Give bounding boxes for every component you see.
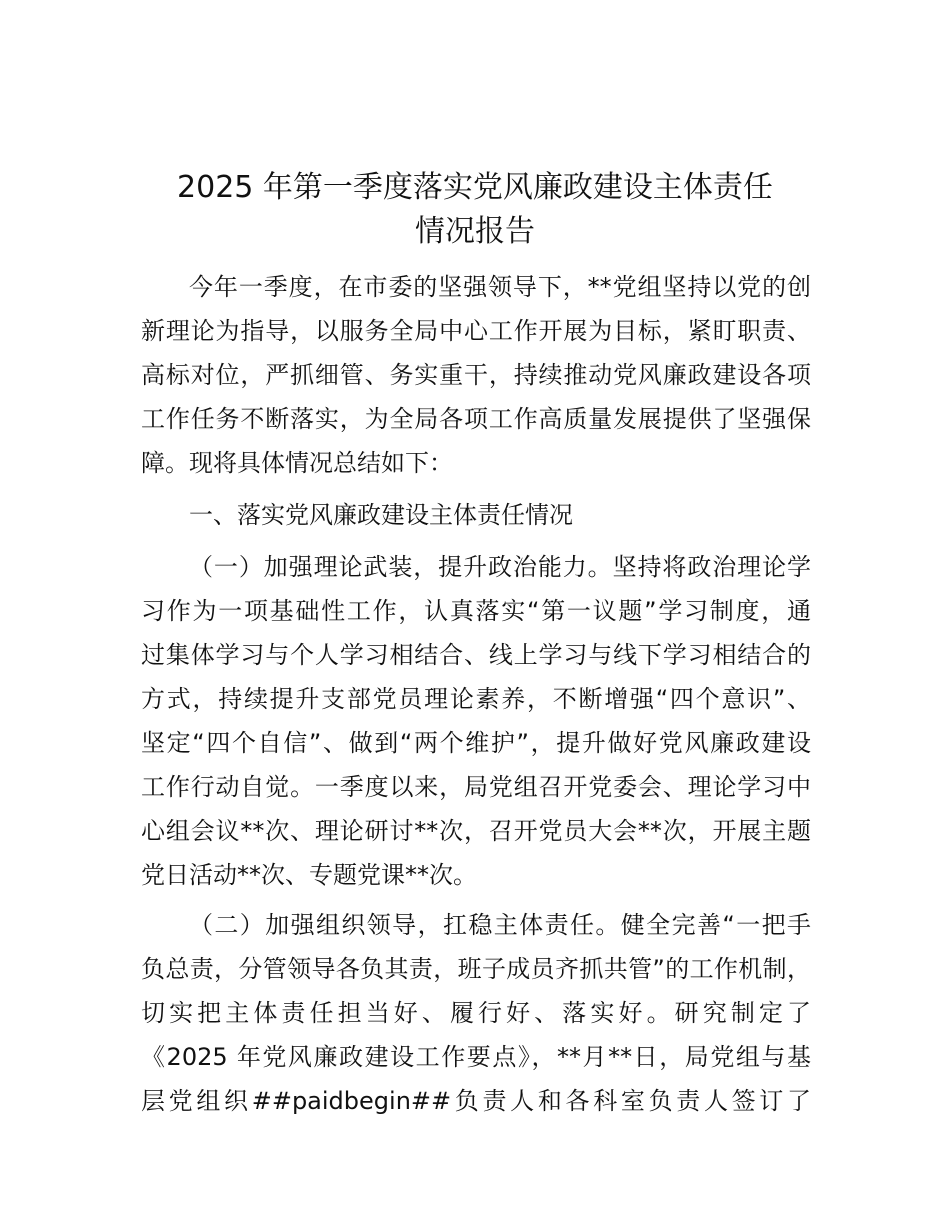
paragraph-2-line-7: 心组会议**次、理论研讨**次，召开党员大会**次，开展主题 bbox=[141, 817, 811, 845]
paragraph-3-line-2: 负总责，分管领导各负其责，班子成员齐抓共管”的工作机制， bbox=[141, 955, 811, 983]
paragraph-2-line-5: 坚定“四个自信”、做到“两个维护”，提升做好党风廉政建设 bbox=[141, 729, 811, 757]
document-title-line-2: 情况报告 bbox=[415, 214, 535, 249]
paragraph-2-line-1: （一）加强理论武装，提升政治能力。坚持将政治理论学 bbox=[189, 553, 811, 581]
paragraph-1-line-2: 新理论为指导，以服务全局中心工作开展为目标，紧盯职责、 bbox=[141, 317, 811, 345]
paragraph-2-line-6: 工作行动自觉。一季度以来，局党组召开党委会、理论学习中 bbox=[141, 773, 811, 801]
document-title-line-1: 2025 年第一季度落实党风廉政建设主体责任 bbox=[177, 170, 773, 205]
paragraph-3-line-4: 《2025 年党风廉政建设工作要点》，**月**日，局党组与基 bbox=[141, 1043, 811, 1071]
paragraph-1-line-3: 高标对位，严抓细管、务实重干，持续推动党风廉政建设各项 bbox=[141, 361, 811, 389]
paragraph-2-line-3: 过集体学习与个人学习相结合、线上学习与线下学习相结合的 bbox=[141, 641, 811, 669]
paragraph-1-line-1: 今年一季度，在市委的坚强领导下，**党组坚持以党的创 bbox=[189, 273, 811, 301]
paragraph-2-line-2: 习作为一项基础性工作，认真落实“第一议题”学习制度，通 bbox=[141, 597, 811, 625]
paragraph-1-line-5: 障。现将具体情况总结如下： bbox=[141, 449, 453, 477]
paragraph-2-line-8: 党日活动**次、专题党课**次。 bbox=[141, 861, 477, 889]
paragraph-3-line-3: 切实把主体责任担当好、履行好、落实好。研究制定了 bbox=[141, 999, 811, 1027]
paragraph-2-line-4: 方式，持续提升支部党员理论素养，不断增强“四个意识”、 bbox=[141, 685, 811, 713]
paragraph-3-line-5: 层党组织##paidbegin##负责人和各科室负责人签订了 bbox=[141, 1087, 811, 1115]
paragraph-3-line-1: （二）加强组织领导，扛稳主体责任。健全完善“一把手 bbox=[189, 911, 811, 939]
paragraph-1-line-4: 工作任务不断落实，为全局各项工作高质量发展提供了坚强保 bbox=[141, 405, 811, 433]
section-1-heading: 一、落实党风廉政建设主体责任情况 bbox=[189, 501, 573, 529]
